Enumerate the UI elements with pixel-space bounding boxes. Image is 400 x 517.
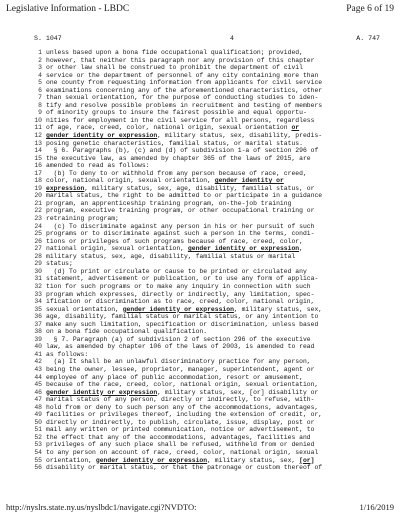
line-number: 3 xyxy=(38,64,42,72)
text-segment: of age, race, creed, color, national origin, sexual orientation xyxy=(46,124,292,132)
text-line xyxy=(0,245,400,253)
text-line xyxy=(0,358,400,366)
text-line xyxy=(0,366,400,374)
text-line xyxy=(0,230,400,238)
line-text xyxy=(46,238,303,246)
text-segment: to any person on account of race, creed, color, national origin, sexual xyxy=(46,448,319,456)
text-line xyxy=(0,207,400,215)
line-number: 17 xyxy=(34,169,42,177)
line-number: 7 xyxy=(38,94,42,102)
text-line xyxy=(0,298,400,306)
text-segment: military status, sex, age, disability, familial status or marital xyxy=(46,252,296,260)
line-number: 16 xyxy=(34,162,42,170)
text-line xyxy=(0,404,400,412)
line-text xyxy=(46,336,311,344)
text-segment: national origin, sexual orientation, xyxy=(46,245,188,253)
line-text xyxy=(46,396,314,404)
line-text xyxy=(46,94,318,102)
line-text xyxy=(46,381,318,389)
line-text xyxy=(46,351,88,359)
line-number: 26 xyxy=(34,237,42,245)
line-number: 10 xyxy=(34,116,42,124)
line-text xyxy=(46,207,314,215)
text-segment: marital status, the right to be admitted to or participate in a guidance xyxy=(46,192,323,200)
line-text xyxy=(46,441,314,449)
footer-url: http://nyslrs.state.ny.us/nyslbdc1/navigate.cgi?NVDTO: xyxy=(6,502,197,512)
line-number: 31 xyxy=(34,275,42,283)
text-line xyxy=(0,291,400,299)
text-segment: the executive law, as amended by chapter 365 of the laws of 2015, are xyxy=(46,154,311,162)
text-line xyxy=(0,389,400,397)
line-text xyxy=(46,389,318,397)
line-text xyxy=(46,457,314,465)
line-number: 6 xyxy=(38,86,42,94)
line-text xyxy=(46,102,322,110)
line-text xyxy=(46,57,314,65)
text-segment: make any such limitation, specification or discrimination, unless based xyxy=(46,320,319,328)
line-text xyxy=(46,411,322,419)
line-number: 43 xyxy=(34,365,42,373)
text-segment: , xyxy=(299,245,303,253)
line-text xyxy=(46,155,311,163)
text-segment: program which expresses, directly or indirectly, any limitation, spec- xyxy=(46,290,315,298)
line-number: 4 xyxy=(38,71,42,79)
text-segment: program, executive training program, or other occupational training or xyxy=(46,207,315,215)
text-line xyxy=(0,306,400,314)
line-text xyxy=(46,366,314,374)
text-line xyxy=(0,275,400,283)
text-line xyxy=(0,253,400,261)
text-segment: sexual orientation, xyxy=(46,305,123,313)
page-footer xyxy=(6,501,394,513)
inserted-text: gender identity or xyxy=(214,177,284,185)
line-text xyxy=(46,434,311,442)
line-number: 1 xyxy=(38,49,42,56)
line-text xyxy=(46,298,314,306)
text-segment: tify and resolve possible problems in recruitment and testing of members xyxy=(46,101,323,109)
line-text xyxy=(46,132,322,140)
line-number: 51 xyxy=(34,426,42,434)
text-segment: of minority groups to insure the fairest possible and equal opportu- xyxy=(46,109,307,117)
line-text xyxy=(46,140,303,148)
line-text xyxy=(46,419,314,427)
line-number: 8 xyxy=(38,101,42,109)
text-line xyxy=(0,419,400,427)
text-line xyxy=(0,464,400,472)
text-segment: directly or indirectly, to publish, circulate, issue, display, post or xyxy=(46,418,315,426)
line-number: 27 xyxy=(34,245,42,253)
text-line xyxy=(0,185,400,193)
text-segment: § 6. Paragraphs (b), (c) and (d) of subdivision 1-a of section 296 of xyxy=(46,147,319,155)
line-number: 56 xyxy=(34,464,42,472)
line-number: 20 xyxy=(34,192,42,200)
line-text xyxy=(46,79,322,87)
line-number: 46 xyxy=(34,388,42,396)
text-line xyxy=(0,441,400,449)
line-text xyxy=(46,291,314,299)
line-number: 47 xyxy=(34,396,42,404)
text-segment: service or the department of personnel of any city containing more than xyxy=(46,71,319,79)
text-line xyxy=(0,283,400,291)
text-segment: § 7. Paragraph (a) of subdivision 2 of section 296 of the executive xyxy=(46,335,311,343)
text-line xyxy=(0,426,400,434)
line-text xyxy=(46,177,284,185)
text-line xyxy=(0,94,400,102)
text-line xyxy=(0,64,400,72)
text-segment: program, an apprenticeship training program, on-the-job training xyxy=(46,199,292,207)
line-number: 53 xyxy=(34,441,42,449)
line-number: 38 xyxy=(34,328,42,336)
text-segment: however, that neither this paragraph nor any provision of this chapter xyxy=(46,56,315,64)
text-segment: one county from requesting information from applicants for civil service xyxy=(46,79,323,87)
line-text xyxy=(46,170,307,178)
line-text xyxy=(46,253,295,261)
text-line xyxy=(0,117,400,125)
text-segment: unless based upon a bona fide occupational qualification; provided, xyxy=(46,49,303,56)
line-text xyxy=(46,275,318,283)
text-line xyxy=(0,238,400,246)
assembly-bill-number: A. 747 xyxy=(356,35,380,42)
line-text xyxy=(46,223,314,231)
inserted-text: gender identity or expression xyxy=(95,456,208,464)
text-segment: color, national origin, sexual orientation, xyxy=(46,177,215,185)
line-number: 37 xyxy=(34,320,42,328)
text-segment: being the owner, lessee, proprietor, manager, superintendent, agent or xyxy=(46,365,315,373)
line-text xyxy=(46,230,314,238)
text-segment: ification or discrimination as to race, creed, color, national origin, xyxy=(46,298,315,306)
text-segment: mail any written or printed communication, notice or advertisement, to xyxy=(46,426,315,434)
text-line xyxy=(0,374,400,382)
text-line xyxy=(0,313,400,321)
line-text xyxy=(46,185,314,193)
senate-bill-number: S. 1047 xyxy=(34,35,62,42)
text-segment: (c) To discriminate against any person in his or her pursuit of such xyxy=(46,222,315,230)
line-number: 48 xyxy=(34,403,42,411)
text-line xyxy=(0,411,400,419)
text-line xyxy=(0,260,400,268)
line-number: 52 xyxy=(34,433,42,441)
line-number: 55 xyxy=(34,456,42,464)
line-number: 24 xyxy=(34,222,42,230)
line-text xyxy=(46,358,311,366)
text-line xyxy=(0,396,400,404)
line-text xyxy=(46,49,303,57)
line-number: 29 xyxy=(34,260,42,268)
inserted-text: [or] xyxy=(299,456,315,464)
text-segment: amended to read as follows: xyxy=(46,162,150,170)
inserted-text: gender identity or expression xyxy=(46,388,158,396)
line-number: 35 xyxy=(34,305,42,313)
page-header xyxy=(6,3,394,15)
text-line xyxy=(0,57,400,65)
line-number: 12 xyxy=(34,132,42,140)
line-number: 54 xyxy=(34,448,42,456)
footer-date: 1/16/2019 xyxy=(359,502,394,512)
line-text xyxy=(46,192,322,200)
line-number: 42 xyxy=(34,358,42,366)
text-line xyxy=(0,223,400,231)
text-line xyxy=(0,381,400,389)
text-line xyxy=(0,268,400,276)
text-segment: programs or to discriminate against such a person in the terms, condi- xyxy=(46,230,315,238)
line-number: 33 xyxy=(34,290,42,298)
line-text xyxy=(46,328,207,336)
text-line xyxy=(0,200,400,208)
text-line xyxy=(0,124,400,132)
line-text xyxy=(46,124,299,132)
line-text xyxy=(46,260,73,268)
text-line xyxy=(0,336,400,344)
line-text xyxy=(46,162,150,170)
inserted-text: or xyxy=(291,124,300,132)
text-segment: hold from or deny to such person any of the accommodations, advantages, xyxy=(46,403,319,411)
text-line xyxy=(0,87,400,95)
line-text xyxy=(46,215,119,223)
line-number: 39 xyxy=(34,335,42,343)
line-text xyxy=(46,464,322,472)
line-text xyxy=(46,313,318,321)
line-number: 15 xyxy=(34,154,42,162)
line-number: 21 xyxy=(34,199,42,207)
line-number: 9 xyxy=(38,109,42,117)
line-text xyxy=(46,426,314,434)
line-number: 32 xyxy=(34,282,42,290)
text-line xyxy=(0,162,400,170)
page-indicator: Page 6 of 19 xyxy=(346,4,394,14)
text-line xyxy=(0,109,400,117)
text-segment: facilities or privileges thereof, including the extension of credit, or, xyxy=(46,411,323,419)
line-number: 22 xyxy=(34,207,42,215)
line-number: 25 xyxy=(34,230,42,238)
line-text xyxy=(46,109,307,117)
text-line xyxy=(0,79,400,87)
document-title: Legislative Information - LBDC xyxy=(6,4,130,14)
text-segment: age, disability, familial status or marital status, or any intention to xyxy=(46,313,319,321)
text-segment: nities for employment in the civil service for all persons, regardless xyxy=(46,116,315,124)
inserted-text: gender identity or expression xyxy=(187,245,300,253)
line-number: 44 xyxy=(34,373,42,381)
inserted-text: gender identity or expression xyxy=(122,305,234,313)
line-text xyxy=(46,245,303,253)
text-line xyxy=(0,434,400,442)
text-line xyxy=(0,49,400,57)
line-text xyxy=(46,283,311,291)
text-line xyxy=(0,155,400,163)
line-number: 50 xyxy=(34,418,42,426)
line-text xyxy=(46,200,291,208)
text-segment: than sexual orientation, for the purpose of conducting studies to iden- xyxy=(46,94,319,102)
text-line xyxy=(0,351,400,359)
line-number: 49 xyxy=(34,411,42,419)
text-segment: on a bona fide occupational qualification. xyxy=(46,328,208,336)
bill-text xyxy=(0,49,400,479)
text-segment: retraining program; xyxy=(46,215,119,223)
text-segment: tions or privileges of such programs because of race, creed, color, xyxy=(46,237,303,245)
text-line xyxy=(0,72,400,80)
line-number: 19 xyxy=(34,184,42,192)
text-segment: examinations concerning any of the aforementioned characteristics, other xyxy=(46,86,323,94)
text-line xyxy=(0,177,400,185)
text-segment: statement, advertisement or publication, or to use any form of applica- xyxy=(46,275,319,283)
line-text xyxy=(46,374,303,382)
line-number: 5 xyxy=(38,79,42,87)
text-line xyxy=(0,140,400,148)
text-segment: orientation, xyxy=(46,456,96,464)
text-segment: , military status, sex, disability, predis- xyxy=(157,132,323,140)
text-line xyxy=(0,343,400,351)
text-segment: marital status of any person, directly or indirectly, to refuse, with- xyxy=(46,396,315,404)
line-number: 11 xyxy=(34,124,42,132)
text-segment: law, as amended by chapter 106 of the laws of 2003, is amended to read xyxy=(46,343,315,351)
line-number: 40 xyxy=(34,343,42,351)
line-text xyxy=(46,147,318,155)
line-text xyxy=(46,87,322,95)
line-text xyxy=(46,321,318,329)
text-segment: (a) It shall be an unlawful discriminatory practice for any person, xyxy=(46,358,311,366)
inserted-text: gender identity or expression xyxy=(46,132,158,140)
text-line xyxy=(0,147,400,155)
line-number: 28 xyxy=(34,252,42,260)
text-segment: as follows: xyxy=(46,350,89,358)
text-line xyxy=(0,457,400,465)
text-segment: because of the race, creed, color, national origin, sexual orientation, xyxy=(46,381,319,389)
text-line xyxy=(0,102,400,110)
line-number: 2 xyxy=(38,56,42,64)
line-text xyxy=(46,343,314,351)
line-number: 13 xyxy=(34,139,42,147)
line-text xyxy=(46,72,318,80)
line-number: 23 xyxy=(34,215,42,223)
text-segment: , military status, sex, age, disability, familial status, or xyxy=(84,184,315,192)
text-line xyxy=(0,132,400,140)
line-text xyxy=(46,306,322,314)
bill-page-number: 4 xyxy=(230,35,234,42)
line-number: 30 xyxy=(34,267,42,275)
line-number: 45 xyxy=(34,381,42,389)
line-text xyxy=(46,404,318,412)
line-number: 34 xyxy=(34,298,42,306)
line-number: 41 xyxy=(34,350,42,358)
bill-header xyxy=(34,34,380,44)
text-line xyxy=(0,170,400,178)
text-segment: , military status, sex, xyxy=(207,456,300,464)
text-segment: (d) To print or circulate or cause to be printed or circulated any xyxy=(46,267,307,275)
text-line xyxy=(0,321,400,329)
inserted-text: expression xyxy=(46,184,85,192)
text-line xyxy=(0,215,400,223)
text-segment: , military status, sex, xyxy=(233,305,323,313)
line-number: 36 xyxy=(34,313,42,321)
text-segment: the effect that any of the accommodations, advantages, facilities and xyxy=(46,433,311,441)
line-text xyxy=(46,268,307,276)
text-segment: employee of any place of public accommodation, resort or amusement, xyxy=(46,373,303,381)
text-segment: posing genetic characteristics, familial status, or marital status. xyxy=(46,139,303,147)
text-segment: or other law shall be construed to prohibit the department of civil xyxy=(46,64,303,72)
line-text xyxy=(46,117,314,125)
text-segment: disability or marital status, or that the patronage or custom thereof of xyxy=(46,464,323,472)
line-text xyxy=(46,449,318,457)
line-number: 18 xyxy=(34,177,42,185)
text-line xyxy=(0,328,400,336)
text-line xyxy=(0,192,400,200)
text-segment: privileges of any such place shall be refused, withheld from or denied xyxy=(46,441,315,449)
text-segment: , military status, sex, [or] disability or xyxy=(157,388,319,396)
line-number: 14 xyxy=(34,147,42,155)
text-segment: status; xyxy=(46,260,73,268)
text-line xyxy=(0,449,400,457)
text-segment: (b) To deny to or withhold from any person because of race, creed, xyxy=(46,169,307,177)
line-text xyxy=(46,64,303,72)
text-segment: tion for such programs or to make any inquiry in connection with such xyxy=(46,282,311,290)
